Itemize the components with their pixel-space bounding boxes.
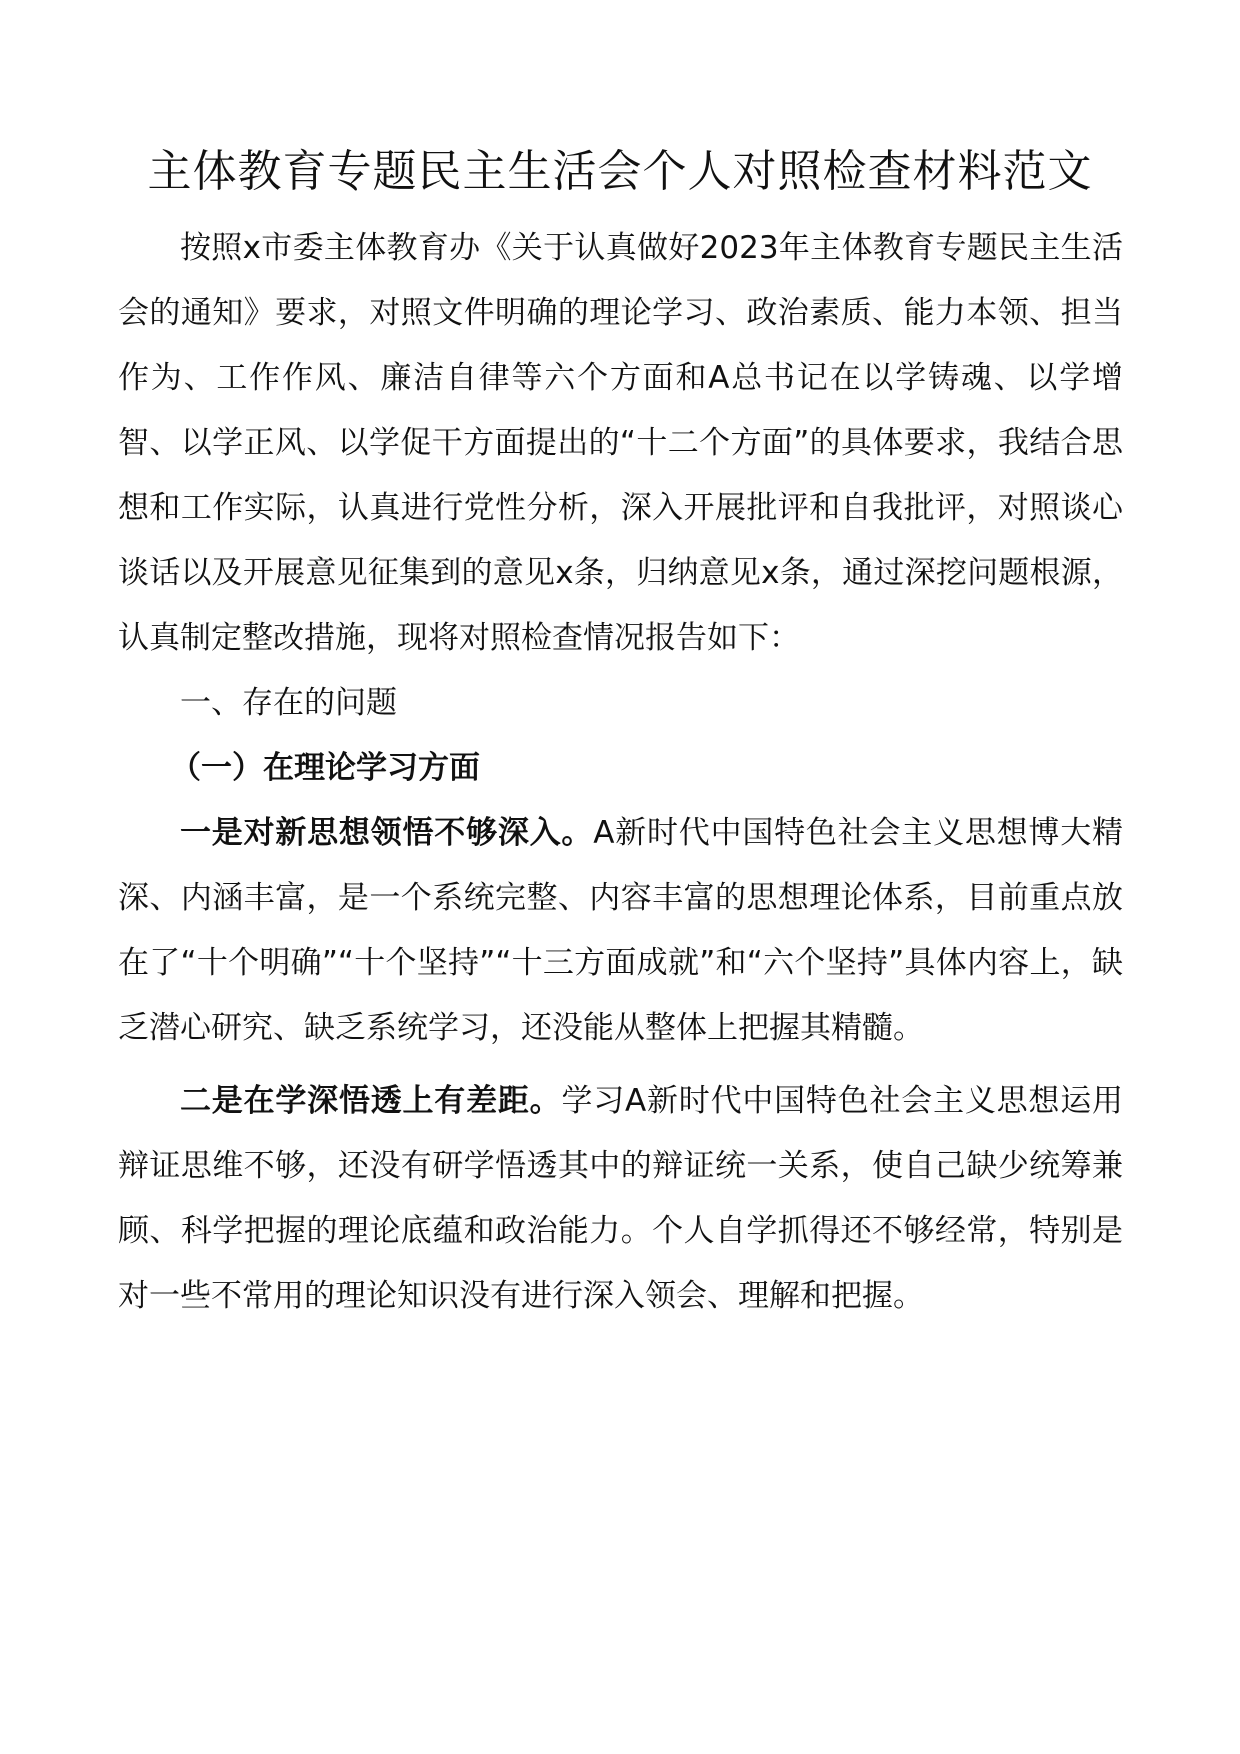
point-lead-1: 一是对新思想领悟不够深入。 — [180, 815, 594, 851]
point-body-1: A新时代中国特色社会主义思想博大精深、内涵丰富，是一个系统完整、内容丰富的思想理论体系，目前重点放在了“十个明确”“十个坚持”“十三方面成就”和“六个坚持”具体内容上，缺乏潜心研究、缺乏系统学习，还没能从整体上把握其精髓。 — [118, 815, 1123, 1046]
section-heading: 一、存在的问题 — [180, 685, 397, 721]
point-paragraph-1 — [118, 801, 1123, 1061]
document-body — [118, 216, 1123, 1329]
subsection-heading-text: （一）在理论学习方面 — [170, 750, 480, 786]
document-title: 主体教育专题民主生活会个人对照检查材料范文 — [147, 146, 1093, 197]
intro-paragraph: 按照x市委主体教育办《关于认真做好2023年主体教育专题民主生活会的通知》要求，对照文件明确的理论学习、政治素质、能力本领、担当作为、工作作风、廉洁自律等六个方面和A总书记在以学铸魂、以学增智、以学正风、以学促干方面提出的“十二个方面”的具体要求，我结合思想和工作实际，认真进行党性分析，深入开展批评和自我批评，对照谈心谈话以及开展意见征集到的意见x条，归纳意见x条，通过深挖问题根源，认真制定整改措施，现将对照检查情况报告如下： — [118, 230, 1123, 656]
point-body-2: 学习A新时代中国特色社会主义思想运用辩证思维不够，还没有研学悟透其中的辩证统一关系，使自己缺少统筹兼顾、科学把握的理论底蕴和政治能力。个人自学抓得还不够经常，特别是对一些不常用的理论知识没有进行深入领会、理解和把握。 — [118, 1083, 1123, 1314]
point-paragraph-2 — [118, 1069, 1123, 1329]
point-lead-2: 二是在学深悟透上有差距。 — [180, 1083, 562, 1119]
subsection-heading — [118, 736, 1123, 801]
